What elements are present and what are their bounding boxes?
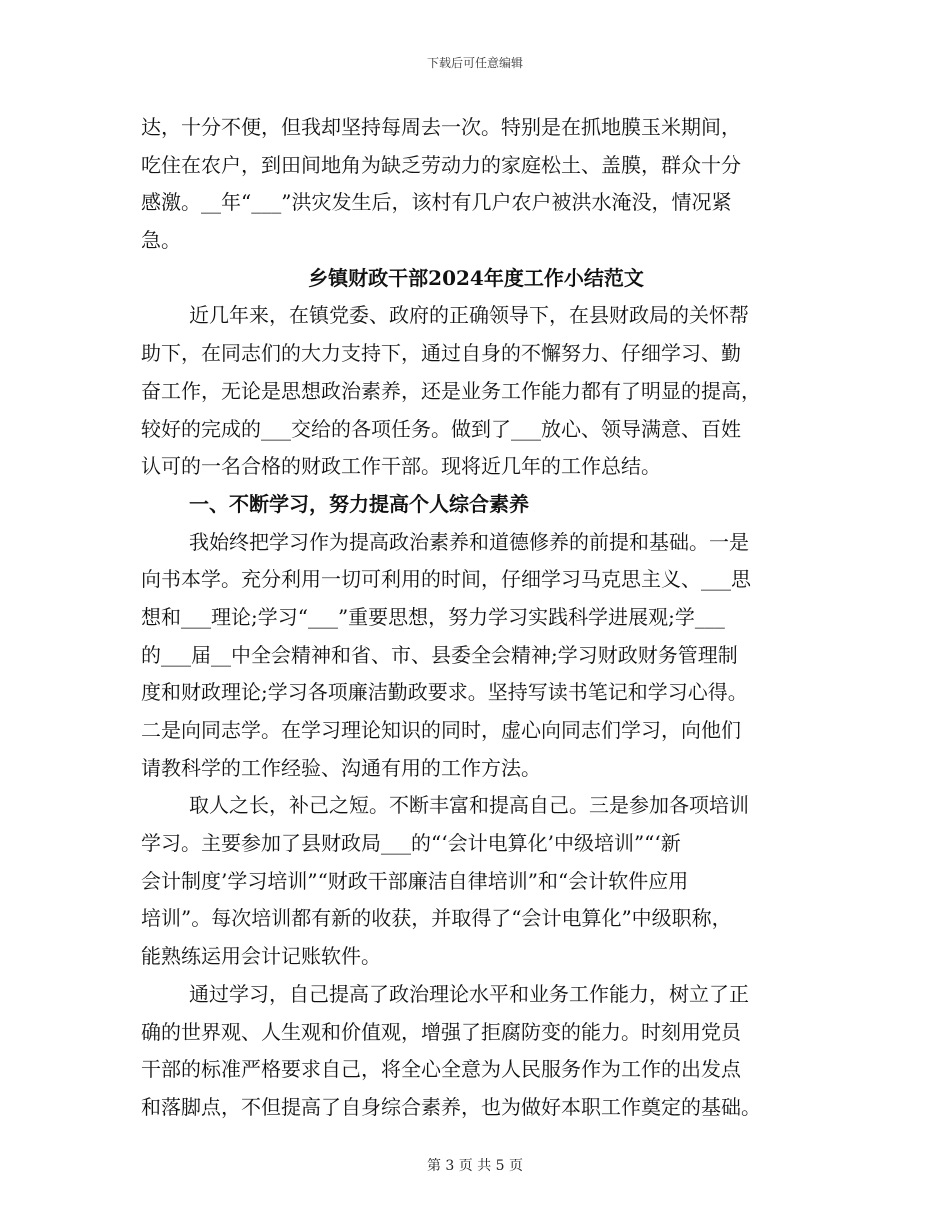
paragraph-line: 达，十分不便，但我却坚持每周去一次。特别是在抓地膜玉米期间， (141, 115, 741, 139)
document-title: 乡镇财政干部2024年度工作小结范文 (308, 265, 644, 290)
paragraph-line: 学习。主要参加了县财政局___的“‘会计电算化’中级培训”“‘新 (141, 831, 681, 856)
paragraph-line: 会计制度’学习培训”“财政干部廉洁自律培训”和“会计软件应用 (141, 868, 689, 893)
document-body (141, 109, 811, 1127)
paragraph-line: 认可的一名合格的财政工作干部。现将近几年的工作总结。 (141, 454, 661, 479)
paragraph-line: 干部的标准严格要求自己，将全心全意为人民服务作为工作的出发点 (141, 1057, 741, 1082)
page-footer: 第 3 页 共 5 页 (426, 1158, 524, 1174)
paragraph-line: 能熟练运用会计记账软件。 (141, 944, 381, 969)
paragraph-line: 急。 (141, 228, 181, 253)
page-header: 下载后可任意编辑 (426, 56, 523, 70)
paragraph-line: 助下，在同志们的大力支持下，通过自身的不懈努力、仔细学习、勤 (141, 341, 741, 366)
paragraph-line: 感激。__年“___”洪灾发生后，该村有几户农户被洪水淹没，情况紧 (141, 190, 732, 215)
paragraph-line: 想和___理论;学习“___”重要思想，努力学习实践科学进展观;学___ (141, 604, 725, 629)
paragraph-line: 较好的完成的___交给的各项任务。做到了___放心、领导满意、百姓 (141, 416, 741, 441)
paragraph-line: 请教科学的工作经验、沟通有用的工作方法。 (141, 755, 541, 780)
paragraph-line: 确的世界观、人生观和价值观，增强了拒腐防变的能力。时刻用党员 (141, 1019, 741, 1044)
paragraph-line: 二是向同志学。在学习理论知识的同时，虚心向同志们学习，向他们 (141, 718, 741, 742)
paragraph-line: 我始终把学习作为提高政治素养和道德修养的前提和基础。一是 (189, 529, 749, 554)
paragraph-line: 取人之长，补己之短。不断丰富和提高自己。三是参加各项培训 (189, 793, 749, 818)
paragraph-line: 向书本学。充分利用一切可利用的时间，仔细学习马克思主义、___思 (141, 567, 751, 592)
paragraph-line: 通过学习，自己提高了政治理论水平和业务工作能力，树立了正 (189, 981, 749, 1006)
paragraph-line: 奋工作，无论是思想政治素养，还是业务工作能力都有了明显的提高， (141, 378, 761, 403)
paragraph-line: 吃住在农户，到田间地角为缺乏劳动力的家庭松土、盖膜，群众十分 (141, 152, 741, 177)
paragraph-line: 近几年来，在镇党委、政府的正确领导下，在县财政局的关怀帮 (189, 303, 749, 328)
paragraph-line: 培训”。每次培训都有新的收获，并取得了“会计电算化”中级职称， (141, 906, 732, 931)
paragraph-line: 的___届__中全会精神和省、市、县委全会精神;学习财政财务管理制 (141, 642, 738, 667)
paragraph-line: 度和财政理论;学习各项廉洁勤政要求。坚持写读书笔记和学习心得。 (141, 680, 748, 705)
paragraph-line: 和落脚点，不但提高了自身综合素养，也为做好本职工作奠定的基础。 (141, 1094, 761, 1119)
section-heading: 一、不断学习，努力提高个人综合素养 (189, 491, 529, 516)
